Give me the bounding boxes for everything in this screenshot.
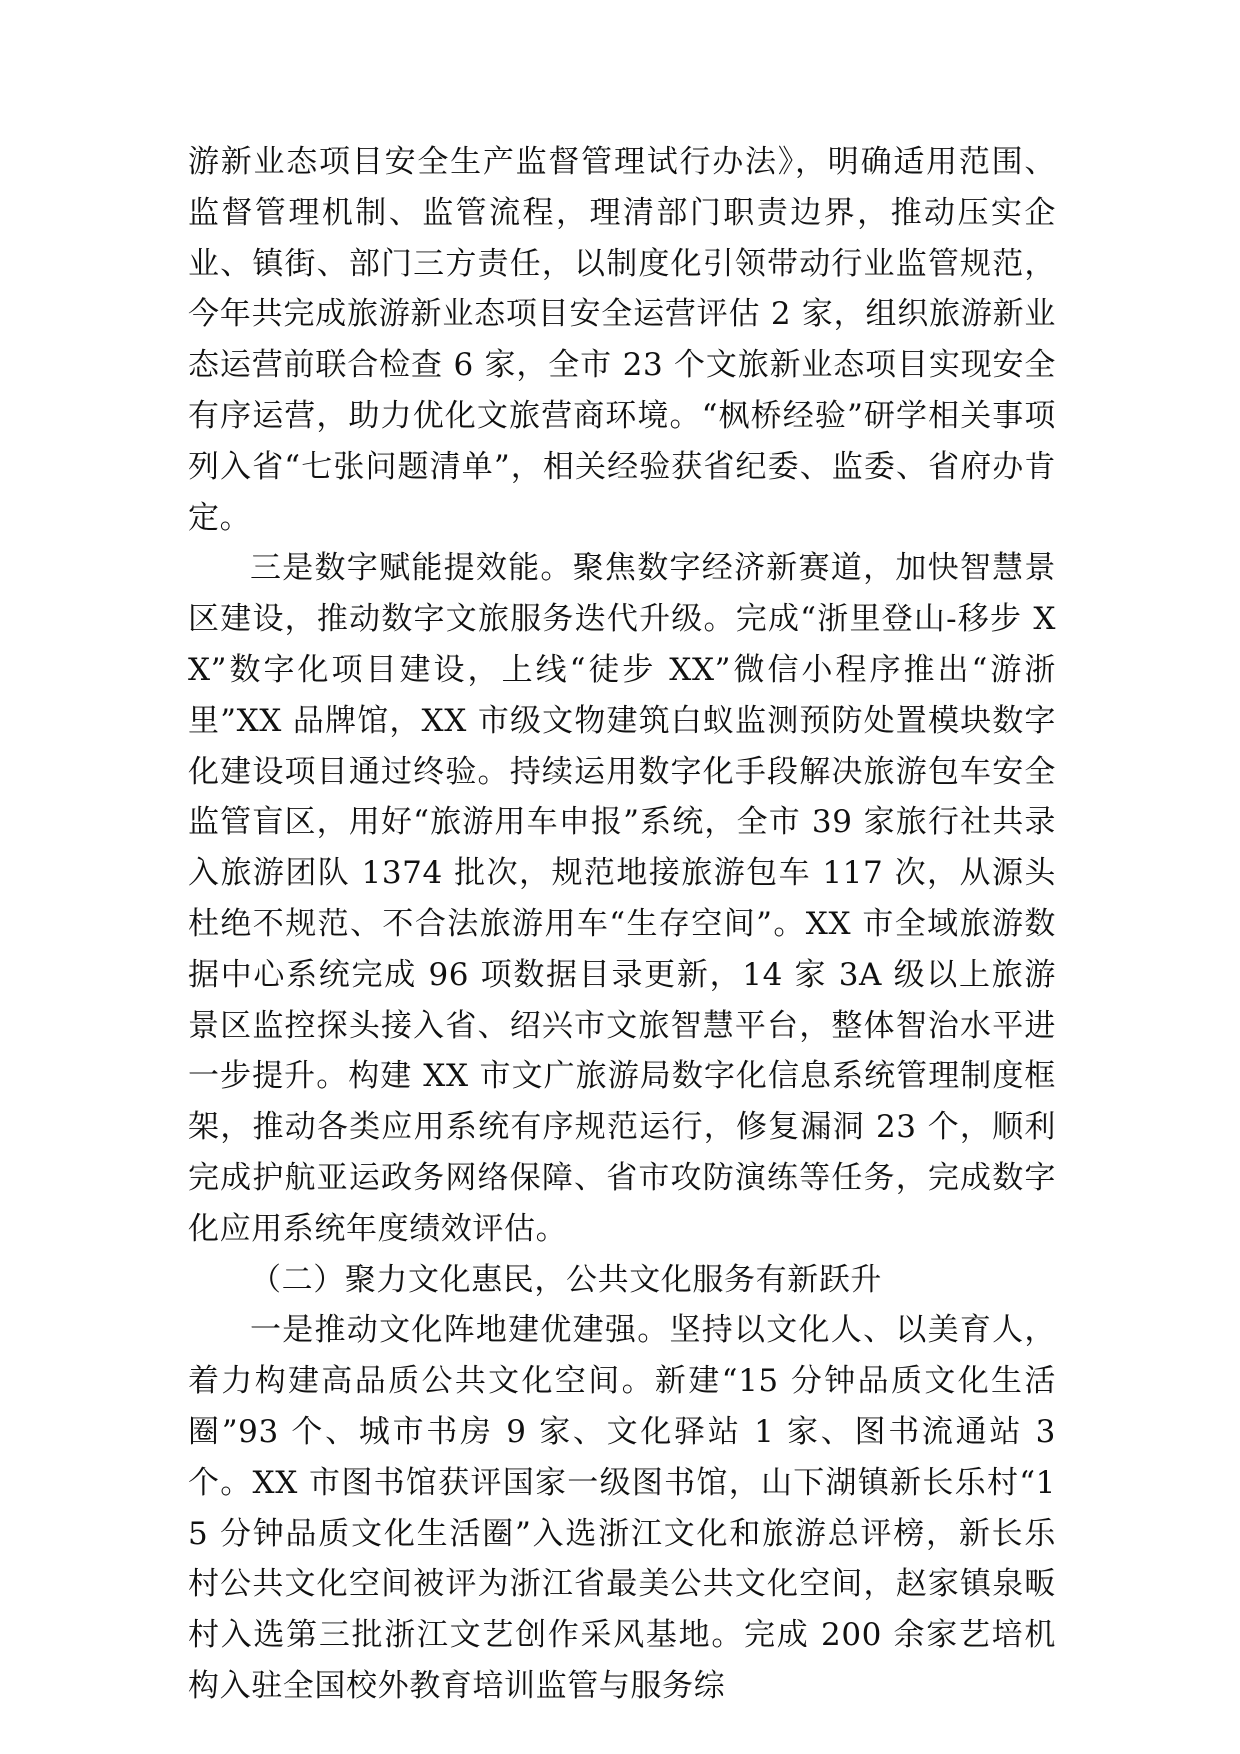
document-page: [188, 137, 1056, 1712]
section-heading-public-culture: （二）聚力文化惠民，公共文化服务有新跃升: [250, 1261, 882, 1298]
paragraph-tourism-safety: 游新业态项目安全生产监督管理试行办法》，明确适用范围、监督管理机制、监管流程，理清部门职责边界，推动压实企业、镇街、部门三方责任，以制度化引领带动行业监管规范，今年共完成旅游新业态项目安全运营评估 2 家，组织旅游新业态运营前联合检查 6 家，全市 23 个文旅新业态项目实现安全有序运营，助力优化文旅营商环境。“枫桥经验”研学相关事项列入省“七张问题清单”，相关经验获省纪委、监委、省府办肯定。: [188, 144, 1056, 536]
paragraph-digital-empowerment: 三是数字赋能提效能。聚焦数字经济新赛道，加快智慧景区建设，推动数字文旅服务迭代升级。完成“浙里登山-移步 XX”数字化项目建设，上线“徒步 XX”微信小程序推出“游浙里”XX 品牌馆，XX 市级文物建筑白蚁监测预防处置模块数字化建设项目通过终验。持续运用数字化手段解决旅游包车安全监管盲区，用好“旅游用车申报”系统，全市 39 家旅行社共录入旅游团队 1374 批次，规范地接旅游包车 117 次，从源头杜绝不规范、不合法旅游用车“生存空间”。XX 市全域旅游数据中心系统完成 96 项数据目录更新，14 家 3A 级以上旅游景区监控探头接入省、绍兴市文旅智慧平台，整体智治水平进一步提升。构建 XX 市文广旅游局数字化信息系统管理制度框架，推动各类应用系统有序规范运行，修复漏洞 23 个，顺利完成护航亚运政务网络保障、省市攻防演练等任务，完成数字化应用系统年度绩效评估。: [188, 550, 1056, 1247]
paragraph-cultural-venues: 一是推动文化阵地建优建强。坚持以文化人、以美育人，着力构建高品质公共文化空间。新建“15 分钟品质文化生活圈”93 个、城市书房 9 家、文化驿站 1 家、图书流通站 3 个。XX 市图书馆获评国家一级图书馆，山下湖镇新长乐村“15 分钟品质文化生活圈”入选浙江文化和旅游总评榜，新长乐村公共文化空间被评为浙江省最美公共文化空间，赵家镇泉畈村入选第三批浙江文艺创作采风基地。完成 200 余家艺培机构入驻全国校外教育培训监管与服务综: [188, 1312, 1056, 1704]
